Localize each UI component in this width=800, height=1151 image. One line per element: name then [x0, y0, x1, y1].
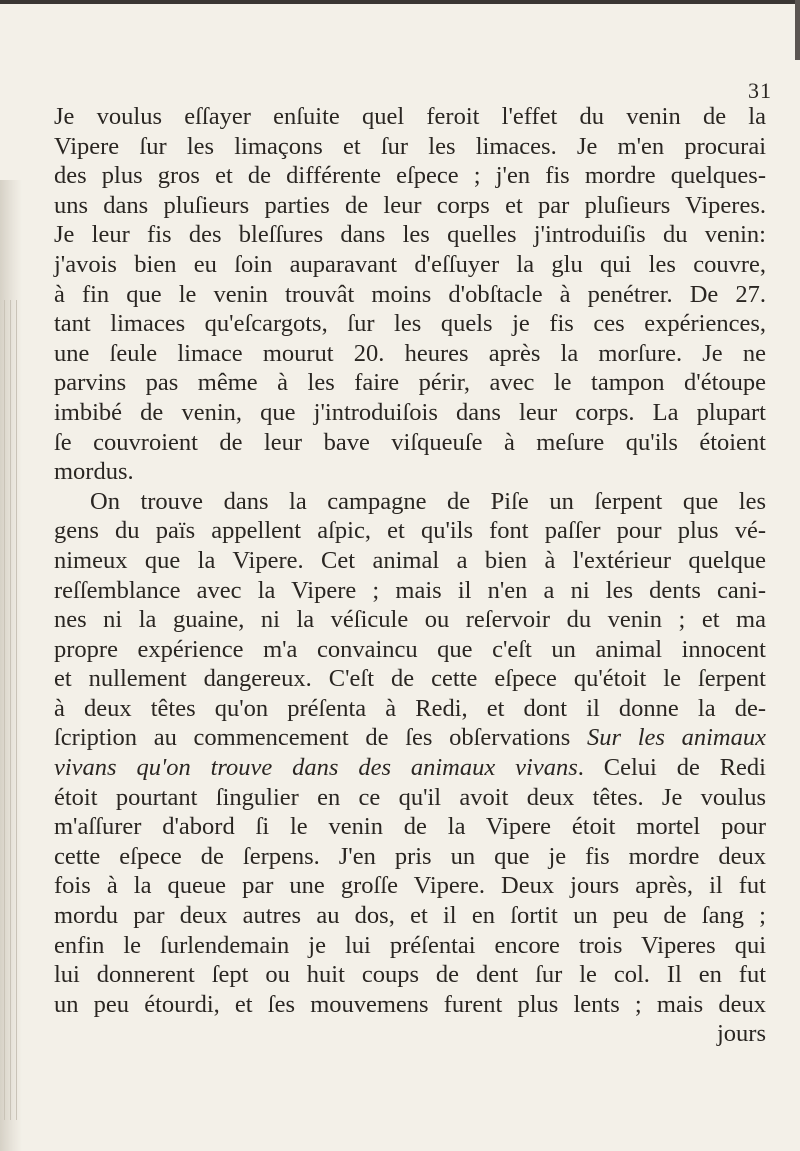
text-line	[54, 280, 766, 310]
text-line	[54, 339, 766, 369]
text-segment: un peu étourdi, et ſes mouvemens furent plus lents ; mais deux	[54, 990, 766, 1018]
text-segment: propre expérience m'a convaincu que c'eſt un animal innocent	[54, 635, 766, 663]
text-segment: et nullement dangereux. C'eſt de cette eſpece qu'étoit le ſerpent	[54, 665, 766, 693]
text-segment: gens du païs appellent aſpic, et qu'ils font paſſer pour plus vé-	[54, 517, 766, 545]
text-segment: des plus gros et de différente eſpece ; j'en fis mordre quelques-	[54, 162, 766, 190]
text-line	[54, 487, 766, 517]
text-segment: Je leur fis des bleſſures dans les quelles j'introduiſis du venin:	[54, 221, 766, 249]
text-line	[54, 812, 766, 842]
text-segment: enfin le ſurlendemain je lui préſentai encore trois Viperes qui	[54, 931, 766, 959]
text-line	[54, 250, 766, 280]
text-line	[54, 694, 766, 724]
text-line	[54, 398, 766, 428]
text-segment: fois à la queue par une groſſe Vipere. Deux jours après, il fut	[54, 872, 766, 900]
text-segment: nes ni la guaine, ni la véſicule ou reſervoir du venin ; et ma	[54, 606, 766, 634]
text-line	[54, 605, 766, 635]
text-line	[54, 635, 766, 665]
text-line	[54, 753, 766, 783]
text-segment: mordu par deux autres au dos, et il en ſortit un peu de ſang ;	[54, 902, 766, 930]
text-line	[54, 428, 766, 458]
text-segment: étoit pourtant ſingulier en ce qu'il avoit deux têtes. Je voulus	[54, 783, 766, 811]
text-segment: ſe couvroient de leur bave viſqueuſe à meſure qu'ils étoient	[54, 428, 766, 456]
text-segment: à fin que le venin trouvât moins d'obſtacle à penétrer. De 27.	[54, 280, 766, 308]
text-segment: Je voulus eſſayer enſuite quel feroit l'effet du venin de la	[54, 103, 766, 130]
text-line	[54, 871, 766, 901]
text-line	[54, 901, 766, 931]
right-edge-shadow	[795, 0, 800, 60]
top-edge-rule	[0, 0, 800, 4]
text-line	[54, 457, 766, 487]
italic-segment: vivans qu'on trouve dans des animaux vivans	[54, 754, 578, 782]
text-line	[54, 842, 766, 872]
text-segment: nimeux que la Vipere. Cet animal a bien à l'extérieur quelque	[54, 546, 766, 574]
text-segment: m'aſſurer d'abord ſi le venin de la Vipere étoit mortel pour	[54, 813, 766, 841]
text-line	[54, 664, 766, 694]
text-line	[54, 132, 766, 162]
text-segment: lui donnerent ſept ou huit coups de dent ſur le col. Il en fut	[54, 961, 766, 989]
text-segment: tant limaces qu'eſcargots, ſur les quels je fis ces expériences,	[54, 310, 766, 338]
text-segment: ſcription au commencement de ſes obſervations	[54, 724, 587, 752]
text-line	[54, 102, 766, 132]
page-number: 31	[748, 78, 772, 103]
catchword: jours	[717, 1020, 766, 1048]
text-line	[54, 220, 766, 250]
text-segment: j'avois bien eu ſoin auparavant d'eſſuyer la glu qui les couvre,	[54, 250, 766, 278]
text-line	[54, 783, 766, 813]
text-segment: On trouve dans la campagne de Piſe un ſerpent que les	[90, 487, 766, 515]
text-segment: imbibé de venin, que j'introduiſois dans leur corps. La plupart	[54, 398, 766, 426]
text-line	[54, 931, 766, 961]
binding-line	[16, 300, 17, 1120]
text-segment: reſſemblance avec la Vipere ; mais il n'en a ni les dents cani-	[54, 576, 766, 604]
text-line	[54, 161, 766, 191]
text-segment: Vipere ſur les limaçons et ſur les limaces. Je m'en procurai	[54, 132, 766, 160]
text-line	[54, 516, 766, 546]
text-segment: mordus.	[54, 458, 134, 486]
text-segment: à deux têtes qu'on préſenta à Redi, et dont il donne la de-	[54, 694, 766, 722]
text-segment: parvins pas même à les faire périr, avec le tampon d'étoupe	[54, 369, 766, 397]
text-segment: uns dans pluſieurs parties de leur corps et par pluſieurs Viperes.	[54, 191, 766, 219]
text-segment: . Celui de Redi	[577, 754, 766, 782]
text-segment: cette eſpece de ſerpens. J'en pris un que je fis mordre deux	[54, 842, 766, 870]
binding-line	[4, 300, 5, 1120]
text-segment: une ſeule limace mourut 20. heures après la morſure. Je ne	[54, 339, 766, 367]
italic-segment: Sur les animaux	[586, 724, 766, 752]
text-line	[54, 309, 766, 339]
text-lines	[54, 102, 766, 1019]
text-line	[54, 368, 766, 398]
text-line	[54, 576, 766, 606]
text-line	[54, 990, 766, 1020]
body-text	[54, 102, 766, 1049]
text-line	[54, 723, 766, 753]
text-line	[54, 191, 766, 221]
text-line	[54, 546, 766, 576]
text-line	[54, 960, 766, 990]
binding-line	[10, 300, 11, 1120]
